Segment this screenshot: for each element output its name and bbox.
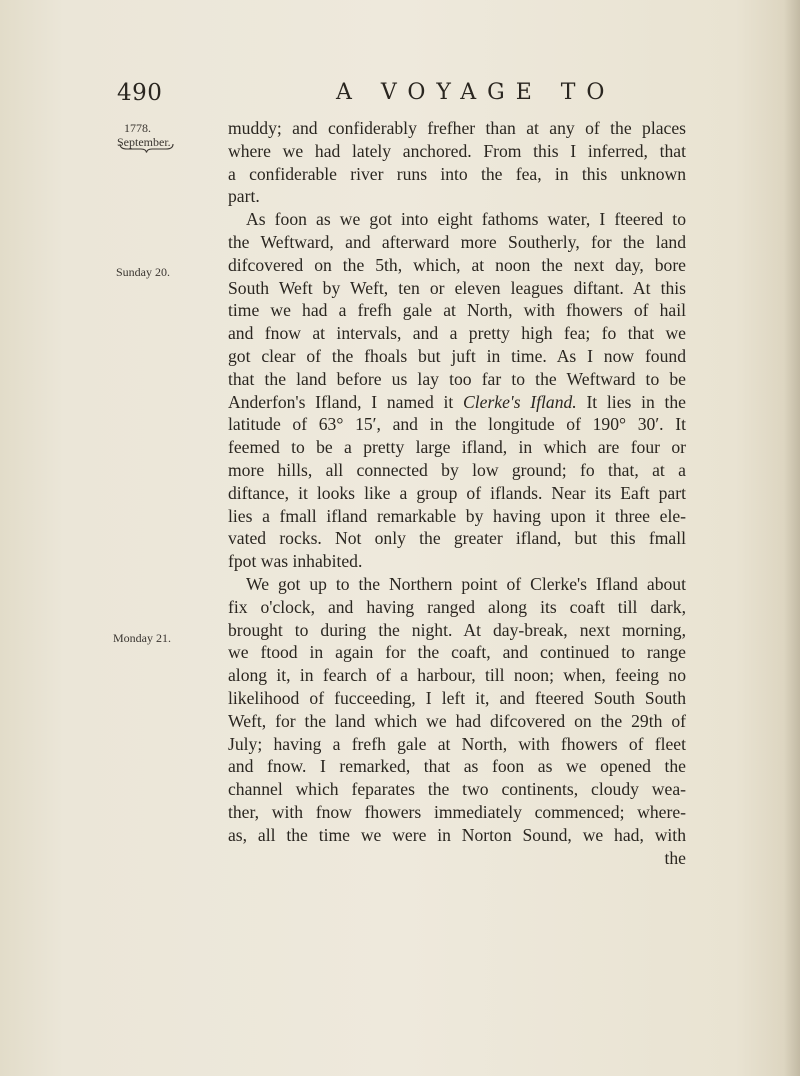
text-line: where we had lately anchored. From this I inferred, that xyxy=(228,140,686,161)
text-line: July; having a frefh gale at North, with fhowers of fleet xyxy=(228,733,686,754)
text-line: part. xyxy=(228,186,260,207)
island-name: Clerke's Ifland. xyxy=(463,391,577,412)
text-line: got clear of the fhoals but juft in time. As I now found xyxy=(228,345,686,366)
text-line: we ftood in again for the coaft, and continued to range xyxy=(228,642,686,663)
text-line: diftance, it looks like a group of iflands. Near its Eaft part xyxy=(228,482,686,503)
text-line: brought to during the night. At day-break, next morning, xyxy=(228,619,686,640)
catchword: the xyxy=(664,847,686,868)
text-line: South Weft by Weft, ten or eleven leagues diftant. At this xyxy=(228,277,686,298)
text-line: ther, with fnow fhowers immediately commenced; where- xyxy=(228,801,686,822)
text-line: along it, in fearch of a harbour, till noon; when, feeing no xyxy=(228,665,686,686)
page-header xyxy=(0,80,800,120)
text-line: fix o'clock, and having ranged along its coaft till dark, xyxy=(228,596,686,617)
text-line: time we had a frefh gale at North, with fhowers of hail xyxy=(228,300,686,321)
text-line: latitude of 63° 15′, and in the longitude of 190° 30′. It xyxy=(228,414,686,435)
text-line: that the land before us lay too far to the Weftward to be xyxy=(228,368,686,389)
text-segment: Anderfon's Ifland, I named it xyxy=(228,391,454,412)
text-segment: It lies in the xyxy=(586,391,686,412)
text-line: fpot was inhabited. xyxy=(228,551,363,572)
margin-year: 1778. xyxy=(124,121,151,135)
text-line: feemed to be a pretty large ifland, in which are four or xyxy=(228,437,686,458)
text-line: channel which feparates the two continents, cloudy wea- xyxy=(228,779,686,800)
page-number: 490 xyxy=(117,80,163,106)
text-line: more hills, all connected by low ground; fo that, at a xyxy=(228,459,686,480)
margin-sunday: Sunday 20. xyxy=(116,265,170,279)
text-line: as, all the time we were in Norton Sound, we had, with xyxy=(228,824,686,845)
text-line: muddy; and confiderably frefher than at any of the places xyxy=(228,118,686,138)
running-head: A VOYAGE TO xyxy=(336,80,616,105)
margin-brace xyxy=(119,143,174,153)
body-text xyxy=(228,117,686,869)
text-line: and fnow at intervals, and a pretty high fea; fo that we xyxy=(228,323,686,344)
text-line: the Weftward, and afterward more Southerly, for the land xyxy=(228,231,686,252)
text-line: As foon as we got into eight fathoms water, I fteered to xyxy=(246,209,686,230)
text-line: and fnow. I remarked, that as foon as we opened the xyxy=(228,756,686,777)
text-line: likelihood of fucceeding, I left it, and fteered South South xyxy=(228,687,686,708)
text-line: difcovered on the 5th, which, at noon the next day, bore xyxy=(228,254,686,275)
text-line: vated rocks. Not only the greater ifland, but this fmall xyxy=(228,528,686,549)
text-line: lies a fmall ifland remarkable by having upon it three ele- xyxy=(228,505,686,526)
margin-month: September. xyxy=(117,135,171,149)
page-edge-shadow xyxy=(784,0,800,1076)
text-line: We got up to the Northern point of Clerke's Ifland about xyxy=(246,573,686,594)
text-line: Weft, for the land which we had difcovered on the 29th of xyxy=(228,710,686,731)
text-line-clerkes-island xyxy=(228,391,686,414)
text-line: a confiderable river runs into the fea, in this unknown xyxy=(228,163,686,184)
margin-monday: Monday 21. xyxy=(113,631,171,645)
